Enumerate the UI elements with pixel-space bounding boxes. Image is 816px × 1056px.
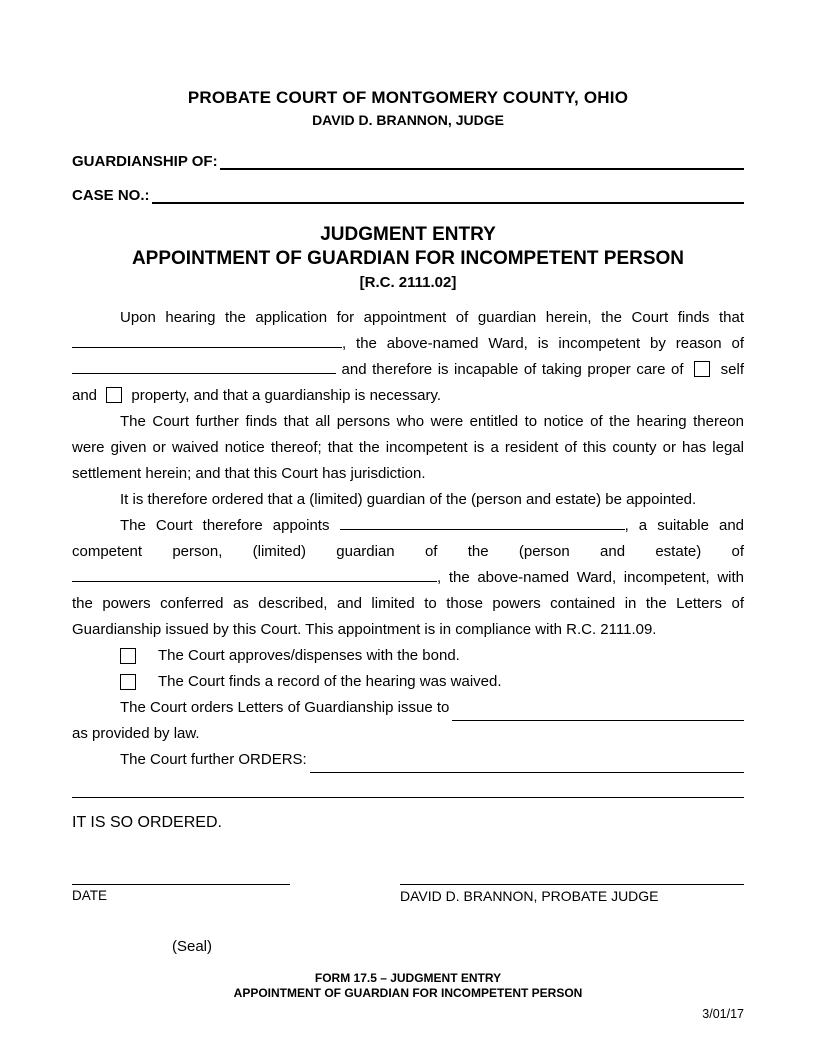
self-checkbox[interactable] [694, 361, 710, 377]
form-title-statute: [R.C. 2111.02] [359, 274, 457, 291]
appointment-text-b: , a suitable and competent person, (limited) guardian of the (person and estate) of [72, 517, 745, 560]
bond-check-label: The Court approves/dispenses with the bond. [158, 647, 460, 664]
findings-text-a: Upon hearing the application for appointment of guardian herein, the Court finds that [120, 309, 744, 326]
additional-orders-line[interactable] [72, 797, 744, 798]
ward-name-blank[interactable] [72, 333, 342, 348]
form-title-line1: JUDGMENT ENTRY [320, 224, 496, 245]
findings-text-self: self [720, 361, 745, 378]
form-footer [72, 971, 744, 1001]
letters-order-line [72, 695, 744, 721]
paragraph-appointment [72, 513, 744, 643]
guardianship-of-blank[interactable] [220, 152, 744, 170]
judge-signature-label: DAVID D. BRANNON, PROBATE JUDGE [400, 888, 659, 904]
letters-order-text: The Court orders Letters of Guardianship issue to [120, 699, 450, 716]
guardian-name-blank[interactable] [340, 515, 625, 530]
appointment-text-c: , the above-named Ward, incompetent, with the powers conferred as described, and limited to those powers contained in the Letters of Guardianship issued by this Court. This appointment is in compliance with R.C. 2111.09. [72, 569, 744, 638]
further-orders-blank[interactable] [310, 756, 744, 773]
hearing-waived-checkbox[interactable] [120, 674, 136, 690]
form-title [72, 224, 744, 291]
letters-order-continuation: as provided by law. [72, 725, 200, 742]
case-no-row [72, 186, 744, 204]
date-line[interactable] [72, 884, 290, 904]
form-title-line2: APPOINTMENT OF GUARDIAN FOR INCOMPETENT PERSON [131, 248, 685, 269]
paragraph-ordered: It is therefore ordered that a (limited) guardian of the (person and estate) be appointed. [120, 491, 697, 508]
footer-form-number: FORM 17.5 – JUDGMENT ENTRY [314, 971, 502, 985]
guardianship-of-row [72, 152, 744, 170]
findings-text-c: and therefore is incapable of taking proper care of [341, 361, 684, 378]
further-orders-line [72, 747, 744, 773]
footer-form-title: APPOINTMENT OF GUARDIAN FOR INCOMPETENT PERSON [233, 986, 583, 1000]
appointment-text-a: The Court therefore appoints [120, 517, 330, 534]
form-body [72, 305, 744, 773]
findings-text-b: , the above-named Ward, is incompetent by reason of [342, 335, 744, 352]
incompetency-reason-blank[interactable] [72, 359, 336, 374]
hearing-waived-check-row [72, 669, 744, 695]
property-checkbox[interactable] [106, 387, 122, 403]
findings-text-f: property, and that a guardianship is necessary. [131, 387, 441, 404]
so-ordered-text: IT IS SO ORDERED. [72, 814, 222, 831]
paragraph-notice: The Court further finds that all persons who were entitled to notice of the hearing thereon were given or waived notice thereof; that the incompetent is a resident of this county or has legal settlement herein; and that this Court has jurisdiction. [72, 413, 744, 482]
case-no-label: CASE NO.: [72, 187, 150, 204]
judge-signature-line[interactable] [400, 884, 744, 904]
paragraph-findings [72, 305, 744, 409]
date-label: DATE [72, 888, 108, 903]
case-no-blank[interactable] [152, 186, 744, 204]
guardianship-of-label: GUARDIANSHIP OF: [72, 153, 218, 170]
bond-check-row [72, 643, 744, 669]
revision-date: 3/01/17 [702, 1007, 744, 1021]
seal-label: (Seal) [172, 938, 213, 955]
signature-block [72, 884, 744, 904]
hearing-waived-check-label: The Court finds a record of the hearing was waived. [158, 673, 502, 690]
further-orders-text: The Court further ORDERS: [120, 751, 307, 768]
findings-text-and: and [72, 387, 98, 404]
ward-name-blank-2[interactable] [72, 567, 437, 582]
court-name: PROBATE COURT OF MONTGOMERY COUNTY, OHIO [187, 88, 629, 107]
bond-checkbox[interactable] [120, 648, 136, 664]
judge-name: DAVID D. BRANNON, JUDGE [312, 112, 504, 128]
letters-issue-to-blank[interactable] [452, 704, 744, 721]
